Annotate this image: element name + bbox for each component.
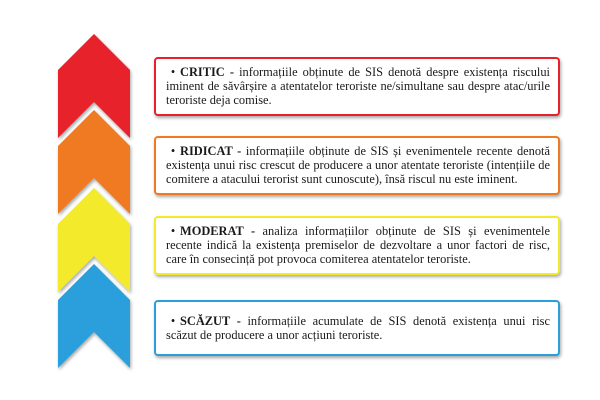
bullet-icon: • (170, 65, 176, 79)
level-box-scazut (154, 300, 560, 356)
level-separator: - (224, 65, 240, 79)
level-name: SCĂZUT (180, 314, 231, 328)
level-box-moderat (154, 216, 560, 275)
level-description: informațiile obținute de SIS și evenimentele recente denotă existența unui risc crescut de producere a unor atentate teroriste (intențiile de comitere a atacului terorist sunt cunoscute), însă riscul nu este iminent. (166, 144, 550, 187)
level-separator: - (243, 224, 263, 238)
level-box-ridicat (154, 136, 560, 195)
level-name: RIDICAT (180, 144, 233, 158)
level-description: informațiile acumulate de SIS denotă existența unui risc scăzut de producere a unor acțiuni teroriste. (166, 314, 550, 343)
level-description: informațiile obținute de SIS denotă despre existența riscului iminent de săvârșire a atentatelor teroriste ne/simultane sau despre atac/urile teroriste deja comise. (166, 65, 550, 108)
level-name: CRITIC (180, 65, 225, 79)
level-name: MODERAT (180, 224, 244, 238)
bullet-icon: • (170, 314, 176, 328)
level-separator: - (232, 144, 246, 158)
level-separator: - (230, 314, 248, 328)
level-description: analiza informațiilor obținute de SIS și evenimentele recente indică la existența premiselor de dezvoltare a unor factori de risc, care în consecință pot provoca comiterea atentatelor teroriste. (166, 224, 550, 267)
bullet-icon: • (170, 144, 176, 158)
level-box-critic (154, 57, 560, 116)
bullet-icon: • (170, 224, 176, 238)
